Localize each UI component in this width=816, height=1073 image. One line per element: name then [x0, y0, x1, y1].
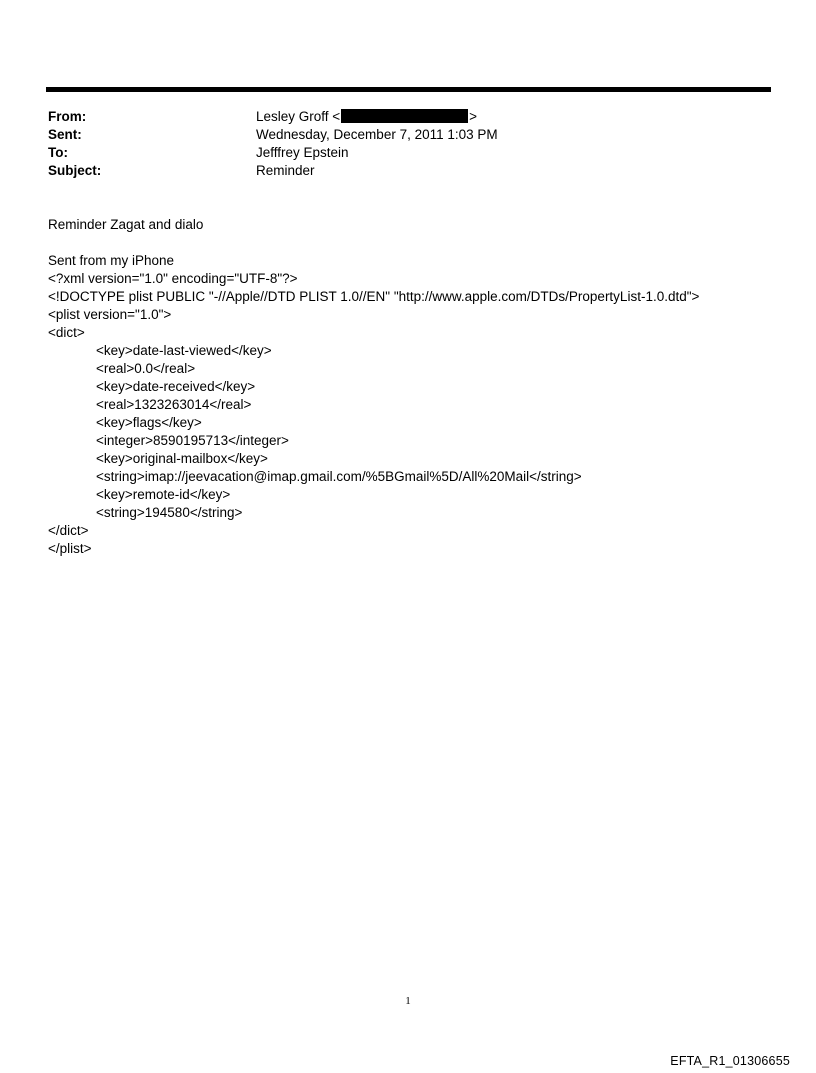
xml-line: <key>date-received</key>	[96, 379, 256, 394]
email-header	[48, 108, 748, 180]
sent-value: Wednesday, December 7, 2011 1:03 PM	[256, 127, 498, 142]
xml-line: <real>1323263014</real>	[96, 397, 252, 412]
xml-line: <key>original-mailbox</key>	[96, 451, 268, 466]
from-label: From:	[48, 109, 87, 124]
signature-text: Sent from my iPhone	[48, 253, 175, 268]
to-value: Jefffrey Epstein	[256, 145, 349, 160]
xml-line: </dict>	[48, 523, 89, 538]
xml-line: <integer>8590195713</integer>	[96, 433, 289, 448]
to-label: To:	[48, 145, 68, 160]
to-row	[48, 144, 748, 162]
xml-line: <string>194580</string>	[96, 505, 243, 520]
xml-line: <key>flags</key>	[96, 415, 202, 430]
xml-line: <dict>	[48, 325, 85, 340]
from-suffix: >	[469, 109, 478, 124]
xml-line: <key>date-last-viewed</key>	[96, 343, 272, 358]
sent-row	[48, 126, 748, 144]
subject-row	[48, 162, 748, 180]
subject-value: Reminder	[256, 163, 315, 178]
email-body	[48, 216, 788, 558]
xml-line: <plist version="1.0">	[48, 307, 172, 322]
xml-line: <real>0.0</real>	[96, 361, 196, 376]
xml-line: <key>remote-id</key>	[96, 487, 231, 502]
message-text: Reminder Zagat and dialo	[48, 217, 204, 232]
spacer	[48, 234, 788, 252]
header-divider	[46, 87, 771, 92]
page-number: 1	[405, 995, 411, 1007]
document-id: EFTA_R1_01306655	[670, 1054, 790, 1068]
xml-line: <!DOCTYPE plist PUBLIC "-//Apple//DTD PLIST 1.0//EN" "http://www.apple.com/DTDs/PropertyList-1.0.dtd">	[48, 289, 700, 304]
xml-line: </plist>	[48, 541, 92, 556]
redacted-email	[341, 109, 468, 123]
from-value	[256, 108, 748, 126]
xml-line: <string>imap://jeevacation@imap.gmail.com/%5BGmail%5D/All%20Mail</string>	[96, 469, 582, 484]
subject-label: Subject:	[48, 163, 102, 178]
sent-label: Sent:	[48, 127, 82, 142]
from-row	[48, 108, 748, 126]
from-name: Lesley Groff <	[256, 109, 341, 124]
xml-line: <?xml version="1.0" encoding="UTF-8"?>	[48, 271, 298, 286]
